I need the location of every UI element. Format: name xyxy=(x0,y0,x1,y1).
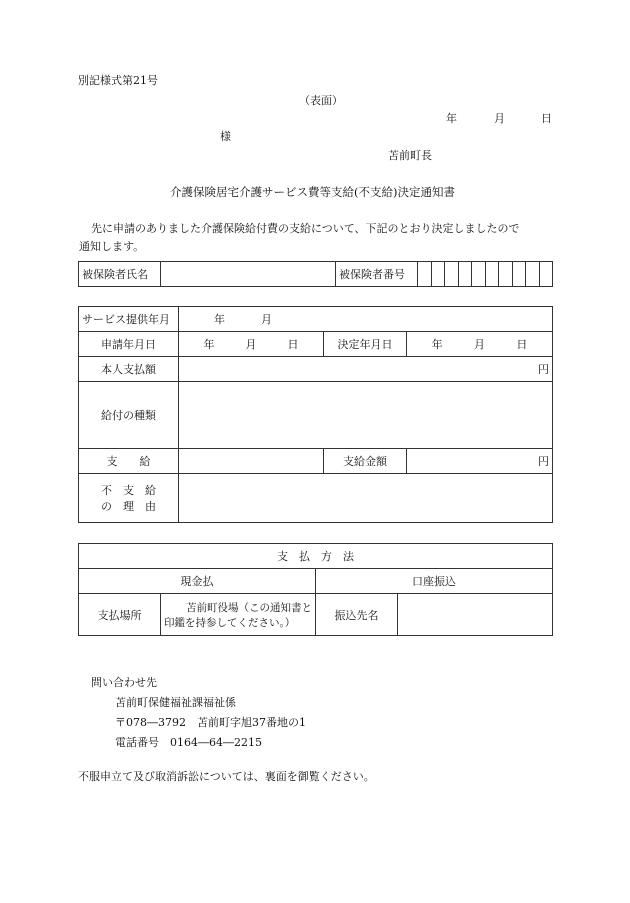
appeal-note: 不服申立て及び取消訴訟については、裏面を御覧ください。 xyxy=(78,770,375,783)
form-number: 別記様式第21号 xyxy=(78,74,158,87)
insured-number-digit[interactable] xyxy=(445,262,459,287)
intro-text-line1: 先に申請のありました介護保険給付費の支給について、下記のとおり決定しましたので xyxy=(91,222,520,235)
service-year-label: 年 xyxy=(214,313,225,326)
payment-amount-yen: 円 xyxy=(538,455,549,468)
insured-number-digit[interactable] xyxy=(499,262,513,287)
details-table xyxy=(78,306,553,523)
insured-number-digit[interactable] xyxy=(512,262,526,287)
application-year-label: 年 xyxy=(203,338,215,351)
payment-place-value-line1: 苫前町役場（この通知書と xyxy=(186,601,312,614)
benefit-type-field[interactable] xyxy=(179,382,553,449)
application-month-label: 月 xyxy=(245,338,257,351)
nonpay-reason-label xyxy=(79,474,179,523)
insured-number-digit[interactable] xyxy=(539,262,553,287)
addressee-suffix: 様 xyxy=(220,130,231,143)
contact-department: 苫前町保健福祉課福祉係 xyxy=(115,696,236,709)
insured-number-digit[interactable] xyxy=(458,262,472,287)
cash-payment-label: 現金払 xyxy=(79,569,316,594)
date-year-label: 年 xyxy=(446,112,457,125)
payment-method-heading: 支 払 方 法 xyxy=(79,544,553,569)
insured-number-digit[interactable] xyxy=(431,262,445,287)
self-pay-yen: 円 xyxy=(538,363,549,376)
service-period-field[interactable] xyxy=(179,307,553,332)
application-date-field[interactable] xyxy=(179,332,324,357)
service-month-label: 月 xyxy=(261,313,272,326)
payment-method-table xyxy=(78,543,553,636)
self-pay-label: 本人支払額 xyxy=(79,357,179,382)
contact-heading: 問い合わせ先 xyxy=(91,676,157,689)
insured-number-digit[interactable] xyxy=(472,262,486,287)
insured-table xyxy=(78,261,553,287)
payment-place-value-line2: 印鑑を持参してください。） xyxy=(164,616,296,629)
payment-field[interactable] xyxy=(179,449,324,474)
payment-label: 支 給 xyxy=(79,449,179,474)
insured-name-label: 被保険者氏名 xyxy=(79,262,161,287)
intro-text-line2: 通知します。 xyxy=(79,240,145,253)
insured-number-digit[interactable] xyxy=(418,262,432,287)
document-title: 介護保険居宅介護サービス費等支給(不支給)決定通知書 xyxy=(170,185,455,199)
transfer-to-field[interactable] xyxy=(398,594,553,636)
side-label: （表面） xyxy=(299,94,343,107)
decision-month-label: 月 xyxy=(473,338,485,351)
nonpay-reason-field[interactable] xyxy=(179,474,553,523)
insured-name-field[interactable] xyxy=(161,262,336,287)
bank-transfer-label: 口座振込 xyxy=(316,569,553,594)
issuer-name: 苫前町長 xyxy=(388,149,432,162)
date-month-label: 月 xyxy=(494,112,505,125)
insured-number-digit[interactable] xyxy=(526,262,540,287)
date-day-label: 日 xyxy=(541,112,552,125)
contact-phone: 電話番号 0164―64―2215 xyxy=(115,736,262,749)
nonpay-reason-label-line2: の 理 由 xyxy=(101,500,156,513)
service-period-label: サービス提供年月 xyxy=(79,307,179,332)
payment-place-value xyxy=(161,594,316,636)
application-day-label: 日 xyxy=(287,338,299,351)
contact-address: 〒078―3792 苫前町字旭37番地の1 xyxy=(115,716,306,729)
decision-day-label: 日 xyxy=(516,338,528,351)
insured-number-digit[interactable] xyxy=(485,262,499,287)
nonpay-reason-label-line1: 不 支 給 xyxy=(101,484,156,497)
payment-amount-field[interactable] xyxy=(407,449,553,474)
application-date-label: 申請年月日 xyxy=(79,332,179,357)
transfer-to-label: 振込先名 xyxy=(316,594,398,636)
payment-place-label: 支払場所 xyxy=(79,594,161,636)
decision-date-field[interactable] xyxy=(407,332,553,357)
decision-date-label: 決定年月日 xyxy=(324,332,407,357)
self-pay-field[interactable] xyxy=(179,357,553,382)
payment-amount-label: 支給金額 xyxy=(324,449,407,474)
benefit-type-label: 給付の種類 xyxy=(79,382,179,449)
decision-year-label: 年 xyxy=(431,338,443,351)
insured-number-label: 被保険者番号 xyxy=(336,262,418,287)
